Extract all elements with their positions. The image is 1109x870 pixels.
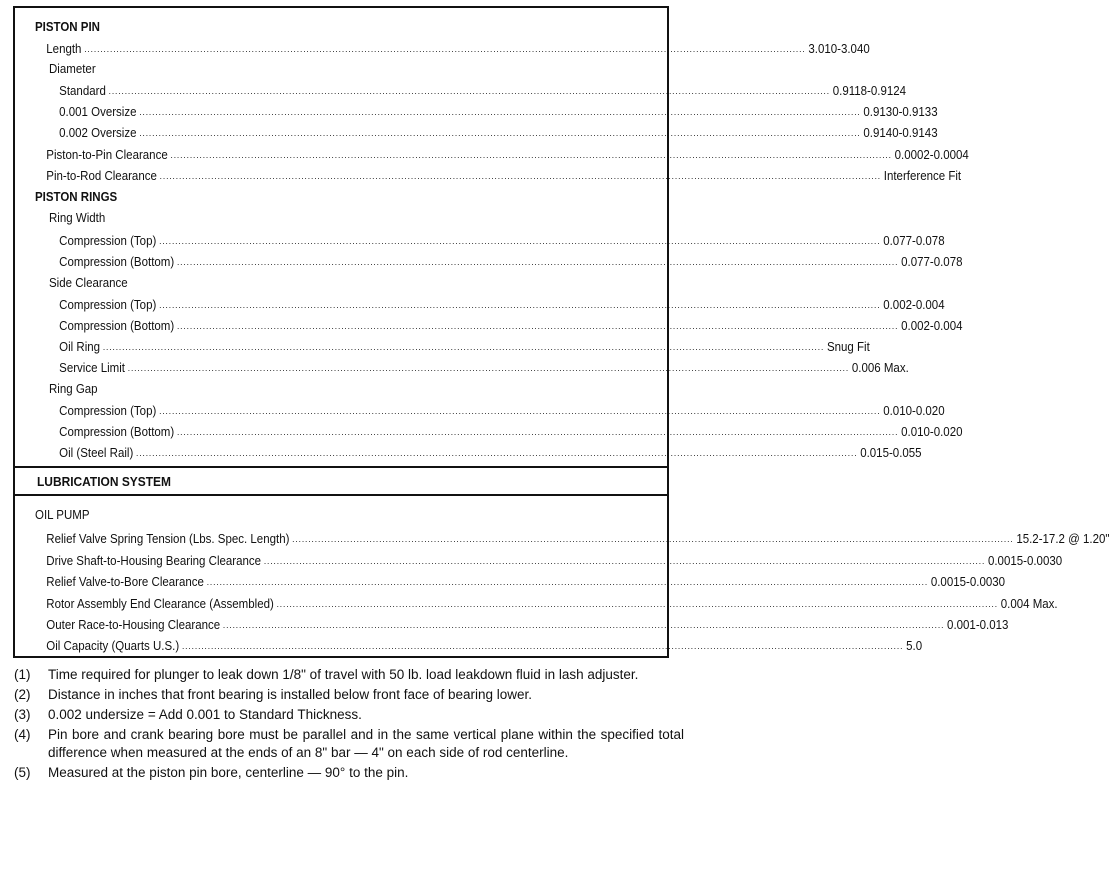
spec-row-sc-oil: Oil Ring ..... Snug Fit <box>15 334 710 354</box>
spec-row-oil-capacity: Oil Capacity (Quarts U.S.) ..... 5.0 <box>15 633 697 653</box>
spec-row-drive-shaft: Drive Shaft-to-Housing Bearing Clearance ..... 0.0015-0.0030 <box>15 548 697 568</box>
spec-row-rotor-end: Rotor Assembly End Clearance (Assembled) ..... 0.004 Max. <box>15 591 697 611</box>
footnote-3: (3) 0.002 undersize = Add 0.001 to Standard Thickness. <box>14 707 362 722</box>
footnotes <box>14 666 684 784</box>
spec-row-sc-limit: Service Limit ..... 0.006 Max. <box>15 355 710 375</box>
spec-row-sc-bottom: Compression (Bottom) ..... 0.002-0.004 <box>15 313 710 333</box>
side-clearance-subheading: Side Clearance <box>49 276 128 290</box>
footnote-2: (2) Distance in inches that front bearing is installed below front face of bearing lower. <box>14 687 533 702</box>
spec-row-relief-tension: Relief Valve Spring Tension (Lbs. Spec. Length) ..... 15.2-17.2 @ 1.20" <box>15 526 697 546</box>
spec-row-length <box>15 36 870 56</box>
spec-row-outer-race: Outer Race-to-Housing Clearance ..... 0.001-0.013 <box>15 612 697 632</box>
spec-row-rw-bottom: Compression (Bottom) ..... 0.077-0.078 <box>15 249 710 269</box>
spec-row-pin-to-rod: Pin-to-Rod Clearance ..... Interference Fit <box>15 163 697 183</box>
spec-row-piston-to-pin: Piston-to-Pin Clearance ..... 0.0002-0.0004 <box>15 142 697 162</box>
spec-row-standard: Standard ..... 0.9118-0.9124 <box>15 78 710 98</box>
spec-row-relief-bore: Relief Valve-to-Bore Clearance ..... 0.0015-0.0030 <box>15 569 697 589</box>
piston-specs-box <box>13 6 969 468</box>
spec-value: 3.010-3.040 <box>808 42 870 56</box>
spec-row-rw-top: Compression (Top) ..... 0.077-0.078 <box>15 228 710 248</box>
ring-width-subheading: Ring Width <box>49 211 106 225</box>
diameter-subheading: Diameter <box>49 62 96 76</box>
oil-pump-box <box>13 494 1109 658</box>
piston-rings-heading: PISTON RINGS <box>35 190 118 204</box>
spec-row-oversize-001: 0.001 Oversize ..... 0.9130-0.9133 <box>15 99 710 119</box>
piston-pin-heading: PISTON PIN <box>35 20 100 34</box>
lubrication-heading-box <box>13 466 669 496</box>
footnote-1: (1) Time required for plunger to leak down 1/8" of travel with 50 lb. load leakdown fluid in lash adjuster. <box>14 667 639 682</box>
spec-row-oversize-002: 0.002 Oversize ..... 0.9140-0.9143 <box>15 120 710 140</box>
spec-label: Length <box>46 42 82 56</box>
spec-row-rg-oil: Oil (Steel Rail) ..... 0.015-0.055 <box>15 440 710 460</box>
spec-row-sc-top: Compression (Top) ..... 0.002-0.004 <box>15 292 710 312</box>
oil-pump-heading: OIL PUMP <box>35 508 90 522</box>
footnote-5: (5) Measured at the piston pin bore, centerline — 90° to the pin. <box>14 765 409 780</box>
ring-gap-subheading: Ring Gap <box>49 382 98 396</box>
spec-row-rg-top: Compression (Top) ..... 0.010-0.020 <box>15 398 710 418</box>
lubrication-heading: LUBRICATION SYSTEM <box>37 474 172 489</box>
spec-row-rg-bottom: Compression (Bottom) ..... 0.010-0.020 <box>15 419 710 439</box>
footnote-4: (4) Pin bore and crank bearing bore must be parallel and in the same vertical plane within the specified total difference when measured at the ends of an 8" bar — 4" on each side of rod centerline. <box>14 727 684 760</box>
